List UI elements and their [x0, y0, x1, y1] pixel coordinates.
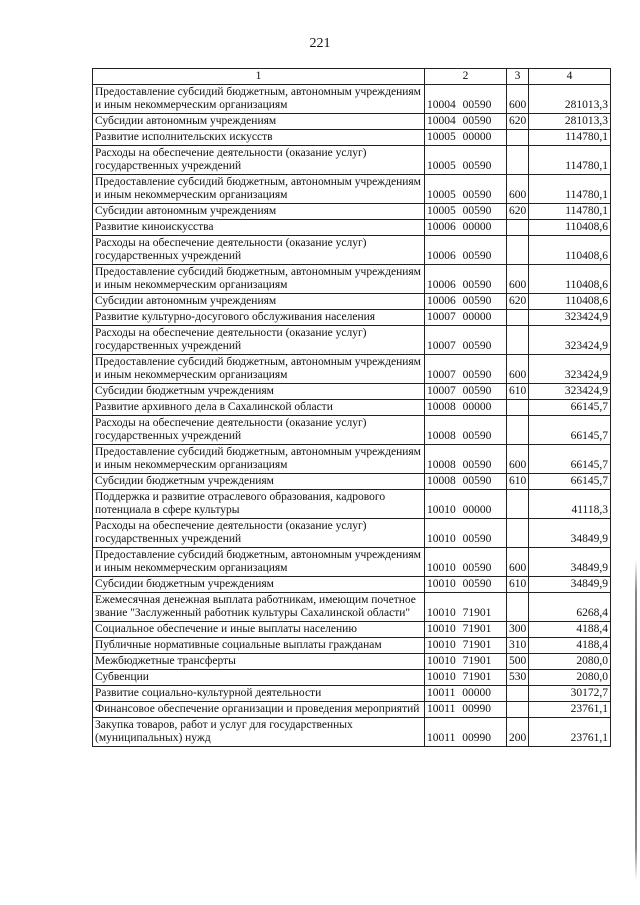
row-name: Развитие культурно-досугового обслуживания населения: [93, 310, 425, 326]
row-code: 10008 00590: [425, 445, 507, 474]
row-code: 10010 71901: [425, 670, 507, 686]
row-code: 10007 00590: [425, 384, 507, 400]
row-amount: 110408,6: [529, 294, 611, 310]
row-type: [507, 490, 529, 519]
row-amount: 281013,3: [529, 114, 611, 130]
row-code: 10007 00590: [425, 326, 507, 355]
table-row: [93, 146, 611, 175]
table-row: [93, 294, 611, 310]
row-code: 10006 00590: [425, 265, 507, 294]
header-col-4: 4: [529, 69, 611, 85]
row-name: Социальное обеспечение и иные выплаты населению: [93, 622, 425, 638]
row-type: [507, 146, 529, 175]
row-amount: 4188,4: [529, 622, 611, 638]
row-name: Субсидии бюджетным учреждениям: [93, 474, 425, 490]
row-name: Финансовое обеспечение организации и проведения мероприятий: [93, 702, 425, 718]
row-amount: 323424,9: [529, 384, 611, 400]
row-amount: 41118,3: [529, 490, 611, 519]
table-row: [93, 220, 611, 236]
table-row: [93, 326, 611, 355]
table-row: [93, 622, 611, 638]
row-amount: 110408,6: [529, 236, 611, 265]
row-amount: 34849,9: [529, 548, 611, 577]
row-code: 10004 00590: [425, 114, 507, 130]
row-type: [507, 519, 529, 548]
row-type: [507, 326, 529, 355]
header-col-3: 3: [507, 69, 529, 85]
row-type: 620: [507, 294, 529, 310]
row-type: 610: [507, 577, 529, 593]
row-code: 10010 00590: [425, 577, 507, 593]
row-type: 310: [507, 638, 529, 654]
row-type: 530: [507, 670, 529, 686]
row-code: 10007 00000: [425, 310, 507, 326]
row-type: 200: [507, 718, 529, 747]
table-row: [93, 686, 611, 702]
scan-edge-mark: [635, 560, 637, 880]
row-name: Развитие киноискусства: [93, 220, 425, 236]
row-type: [507, 130, 529, 146]
table-row: [93, 718, 611, 747]
row-type: 600: [507, 175, 529, 204]
row-name: Расходы на обеспечение деятельности (оказание услуг) государственных учреждений: [93, 146, 425, 175]
row-name: Субсидии бюджетным учреждениям: [93, 384, 425, 400]
row-type: [507, 400, 529, 416]
row-name: Расходы на обеспечение деятельности (оказание услуг) государственных учреждений: [93, 236, 425, 265]
row-type: [507, 236, 529, 265]
row-name: Предоставление субсидий бюджетным, автономным учреждениям и иным некоммерческим организациям: [93, 265, 425, 294]
row-amount: 323424,9: [529, 310, 611, 326]
row-amount: 34849,9: [529, 577, 611, 593]
row-code: 10010 71901: [425, 622, 507, 638]
row-name: Расходы на обеспечение деятельности (оказание услуг) государственных учреждений: [93, 519, 425, 548]
row-code: 10005 00590: [425, 175, 507, 204]
table-row: [93, 490, 611, 519]
row-amount: 114780,1: [529, 175, 611, 204]
row-type: 600: [507, 85, 529, 114]
row-code: 10008 00590: [425, 416, 507, 445]
table-row: [93, 519, 611, 548]
row-amount: 66145,7: [529, 416, 611, 445]
row-code: 10006 00000: [425, 220, 507, 236]
row-type: 300: [507, 622, 529, 638]
table-row: [93, 400, 611, 416]
row-type: [507, 702, 529, 718]
row-code: 10005 00590: [425, 146, 507, 175]
table-row: [93, 474, 611, 490]
table-row: [93, 384, 611, 400]
row-name: Субвенции: [93, 670, 425, 686]
row-code: 10005 00000: [425, 130, 507, 146]
row-amount: 114780,1: [529, 130, 611, 146]
table-row: [93, 638, 611, 654]
table-row: [93, 670, 611, 686]
table-row: [93, 114, 611, 130]
row-code: 10010 00590: [425, 548, 507, 577]
row-name: Развитие архивного дела в Сахалинской области: [93, 400, 425, 416]
row-type: 610: [507, 474, 529, 490]
row-type: [507, 686, 529, 702]
table-row: [93, 265, 611, 294]
row-amount: 23761,1: [529, 702, 611, 718]
table-row: [93, 236, 611, 265]
row-amount: 2080,0: [529, 654, 611, 670]
row-name: Предоставление субсидий бюджетным, автономным учреждениям и иным некоммерческим организациям: [93, 548, 425, 577]
row-type: 600: [507, 445, 529, 474]
table-row: [93, 593, 611, 622]
row-name: Предоставление субсидий бюджетным, автономным учреждениям и иным некоммерческим организациям: [93, 355, 425, 384]
row-amount: 110408,6: [529, 265, 611, 294]
row-name: Развитие исполнительских искусств: [93, 130, 425, 146]
row-amount: 323424,9: [529, 326, 611, 355]
row-code: 10011 00000: [425, 686, 507, 702]
table-row: [93, 85, 611, 114]
row-code: 10007 00590: [425, 355, 507, 384]
table-row: [93, 654, 611, 670]
row-type: [507, 310, 529, 326]
table-header-row: [93, 69, 611, 85]
row-code: 10008 00000: [425, 400, 507, 416]
row-type: 610: [507, 384, 529, 400]
table-row: [93, 355, 611, 384]
row-amount: 66145,7: [529, 474, 611, 490]
row-amount: 34849,9: [529, 519, 611, 548]
row-name: Публичные нормативные социальные выплаты гражданам: [93, 638, 425, 654]
row-type: 620: [507, 204, 529, 220]
row-name: Субсидии автономным учреждениям: [93, 294, 425, 310]
row-type: [507, 593, 529, 622]
row-type: 600: [507, 355, 529, 384]
row-type: [507, 220, 529, 236]
row-amount: 66145,7: [529, 445, 611, 474]
row-code: 10010 71901: [425, 638, 507, 654]
table-row: [93, 130, 611, 146]
row-name: Межбюджетные трансферты: [93, 654, 425, 670]
row-name: Развитие социально-культурной деятельности: [93, 686, 425, 702]
table-row: [93, 204, 611, 220]
table-row: [93, 416, 611, 445]
budget-table: [92, 68, 611, 747]
row-name: Предоставление субсидий бюджетным, автономным учреждениям и иным некоммерческим организациям: [93, 175, 425, 204]
row-code: 10010 00590: [425, 519, 507, 548]
row-amount: 30172,7: [529, 686, 611, 702]
row-code: 10006 00590: [425, 294, 507, 310]
row-code: 10011 00990: [425, 718, 507, 747]
row-type: [507, 416, 529, 445]
row-type: 600: [507, 548, 529, 577]
row-amount: 6268,4: [529, 593, 611, 622]
row-code: 10011 00990: [425, 702, 507, 718]
table-row: [93, 310, 611, 326]
row-amount: 323424,9: [529, 355, 611, 384]
row-amount: 66145,7: [529, 400, 611, 416]
row-code: 10008 00590: [425, 474, 507, 490]
table-row: [93, 702, 611, 718]
row-name: Предоставление субсидий бюджетным, автономным учреждениям и иным некоммерческим организациям: [93, 445, 425, 474]
row-name: Расходы на обеспечение деятельности (оказание услуг) государственных учреждений: [93, 326, 425, 355]
row-amount: 4188,4: [529, 638, 611, 654]
row-name: Предоставление субсидий бюджетным, автономным учреждениям и иным некоммерческим организациям: [93, 85, 425, 114]
row-amount: 2080,0: [529, 670, 611, 686]
row-code: 10010 00000: [425, 490, 507, 519]
row-type: 500: [507, 654, 529, 670]
row-name: Поддержка и развитие отраслевого образования, кадрового потенциала в сфере культуры: [93, 490, 425, 519]
row-name: Расходы на обеспечение деятельности (оказание услуг) государственных учреждений: [93, 416, 425, 445]
row-name: Субсидии бюджетным учреждениям: [93, 577, 425, 593]
row-type: 600: [507, 265, 529, 294]
table-body: [93, 85, 611, 747]
row-name: Субсидии автономным учреждениям: [93, 114, 425, 130]
header-col-2: 2: [425, 69, 507, 85]
row-amount: 114780,1: [529, 146, 611, 175]
row-code: 10005 00590: [425, 204, 507, 220]
page-number: 221: [309, 36, 331, 51]
table-row: [93, 577, 611, 593]
table-row: [93, 175, 611, 204]
row-name: Ежемесячная денежная выплата работникам, имеющим почетное звание "Заслуженный работник культуры Сахалинской области": [93, 593, 425, 622]
row-amount: 281013,3: [529, 85, 611, 114]
row-type: 620: [507, 114, 529, 130]
row-name: Субсидии автономным учреждениям: [93, 204, 425, 220]
table-row: [93, 548, 611, 577]
row-amount: 110408,6: [529, 220, 611, 236]
row-code: 10004 00590: [425, 85, 507, 114]
header-col-1: 1: [93, 69, 425, 85]
row-amount: 114780,1: [529, 204, 611, 220]
row-code: 10010 71901: [425, 593, 507, 622]
row-code: 10006 00590: [425, 236, 507, 265]
row-name: Закупка товаров, работ и услуг для государственных (муниципальных) нужд: [93, 718, 425, 747]
row-code: 10010 71901: [425, 654, 507, 670]
table-row: [93, 445, 611, 474]
row-amount: 23761,1: [529, 718, 611, 747]
